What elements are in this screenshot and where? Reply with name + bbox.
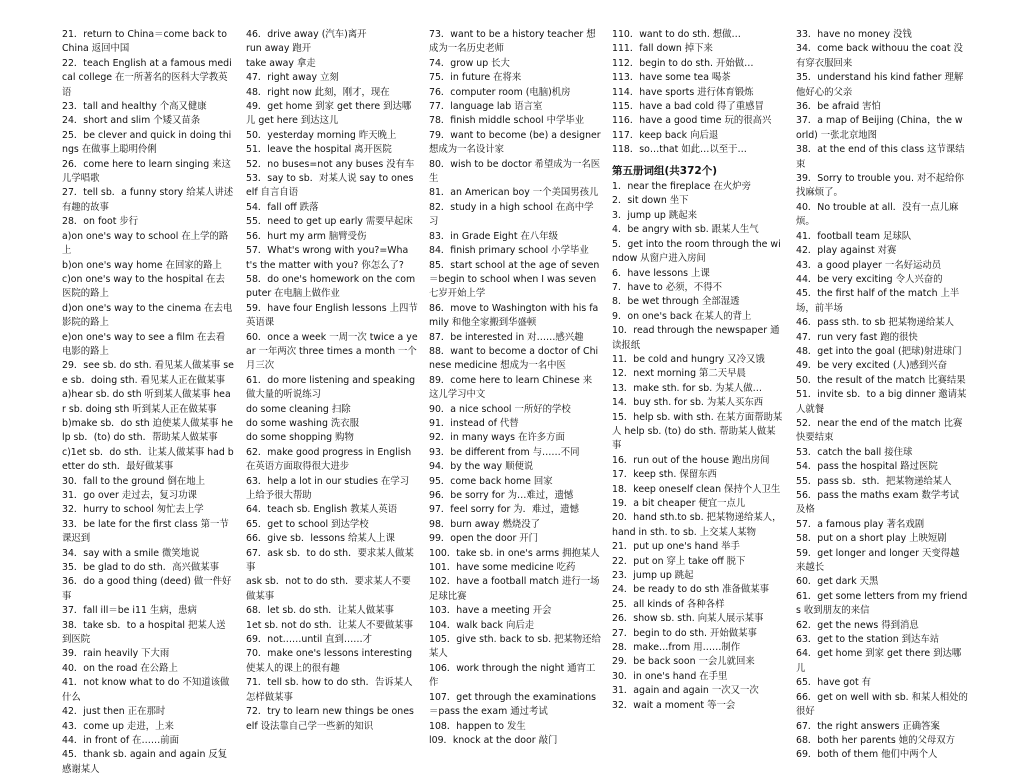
phrase-entry: 53．say to sb．对某人说 say to oneself 自言自语 <box>246 173 414 199</box>
phrase-entry: 5．get into the room through the window 从窗户进入房间 <box>612 238 781 265</box>
phrase-entry: 19．a bit cheaper 便宜一点儿 <box>612 498 746 509</box>
phrase-entry: 65．get to school 到达学校 <box>246 518 369 530</box>
phrase-entry: 101．have some medicine 吃药 <box>429 562 576 574</box>
phrase-entry: 18．keep oneself clean 保持个人卫生 <box>612 483 781 495</box>
phrase-entry: 23．tall and healthy 个高又健康 <box>62 101 207 113</box>
phrase-entry: 46．pass sth. to sb 把某物递给某人 <box>796 317 955 329</box>
phrase-entry: 21．put up one's hand 举手 <box>612 541 740 553</box>
phrase-entry: 68．let sb. do sth．让某人做某事 <box>246 605 394 617</box>
phrase-entry: 56．pass the maths exam 数学考试及格 <box>796 490 959 516</box>
phrase-entry: 12．next morning 第二天早晨 <box>612 368 746 380</box>
phrase-entry: 49．get home 到家 get there 到达哪儿 get here 到达这儿 <box>246 101 412 127</box>
phrase-entry: 113．have some tea 喝茶 <box>612 72 731 84</box>
phrase-entry: 90．a nice school 一所好的学校 <box>429 403 571 415</box>
phrase-entry: 35．be glad to do sth．高兴做某事 <box>62 562 220 574</box>
column-5 <box>796 28 968 763</box>
phrase-entry: 34．say with a smile 微笑地说 <box>62 547 200 559</box>
phrase-entry: 30．in one's hand 在手里 <box>612 670 728 682</box>
phrase-entry: 20．hand sth.to sb. 把某物递给某人，hand in sth. to sb. 上交某人某物 <box>612 512 782 538</box>
phrase-entry: 37．a map of Beijing (China，the world) 一张北京地图 <box>796 115 963 141</box>
phrase-entry: 25．all kinds of 各种各样 <box>612 598 725 610</box>
phrase-entry: 30．fall to the ground 倒在地上 <box>62 475 205 487</box>
phrase-entry: 108．happen to 发生 <box>429 720 526 732</box>
phrase-entry: 104．walk back 向后走 <box>429 619 535 631</box>
phrase-entry: 102．have a football match 进行一场足球比赛 <box>429 576 600 602</box>
phrase-entry: 52．near the end of the match 比赛快要结束 <box>796 417 963 444</box>
phrase-entry: 66．give sb．lessons 给某人上课 <box>246 533 395 545</box>
phrase-entry: a)on one's way to school 在上学的路上 <box>62 230 229 257</box>
phrase-entry: 57．What's wrong with you?=What's the matter with you? 你怎么了? <box>246 245 409 271</box>
phrase-entry: 46．drive away (汽车)离开 <box>246 29 367 40</box>
phrase-entry: 82．study in a high school 在高中学习 <box>429 201 594 228</box>
phrase-entry: c)1et sb．do sth．让某人做某事 had better do sth．最好做某事 <box>62 446 234 473</box>
phrase-entry: 86．move to Washington with his family 和他全家搬到华盛顿 <box>429 302 599 329</box>
phrase-entry: 6．have lessons 上课 <box>612 267 710 279</box>
phrase-entry: a)hear sb. do sth 听到某人做某事 hear sb. doing sth 听到某人正在做某事 <box>62 389 231 415</box>
phrase-entry: do some washing 洗衣服 <box>246 417 360 429</box>
phrase-entry: 58．do one's homework on the computer 在电脑上做作业 <box>246 273 416 300</box>
column-1 <box>62 28 234 777</box>
phrase-entry: 105．give sth. back to sb. 把某物还给某人 <box>429 634 601 660</box>
phrase-entry: 62．get the news 得到消息 <box>796 619 919 631</box>
phrase-entry: 43．a good player 一名好运动员 <box>796 259 942 271</box>
phrase-entry: 93．be different from 与……不同 <box>429 446 580 458</box>
phrase-entry: 80．wish to be doctor 希望成为一名医生 <box>429 158 601 185</box>
phrase-entry: 38．take sb．to a hospital 把某人送到医院 <box>62 619 226 646</box>
phrase-entry: 21．return to China＝come back to China 返回中国 <box>62 29 227 55</box>
phrase-entry: b)make sb．do sth 迫使某人做某事 help sb．(to) do sth．帮助某人做某事 <box>62 417 234 444</box>
phrase-entry: 65．have got 有 <box>796 677 872 689</box>
phrase-entry: 24．be ready to do sth 准备做某事 <box>612 584 770 596</box>
phrase-entry: 36．be afraid 害怕 <box>796 101 881 113</box>
phrase-entry: 28．on foot 步行 <box>62 216 139 228</box>
phrase-entry: 69．both of them 他们中两个人 <box>796 749 938 761</box>
phrase-entry: 52．no buses=not any buses 没有车 <box>246 158 415 170</box>
phrase-entry: 44．be very exciting 令人兴奋的 <box>796 273 943 285</box>
phrase-entry: 63．get to the station 到达车站 <box>796 634 940 646</box>
phrase-entry: 50．yesterday morning 昨天晚上 <box>246 129 397 141</box>
phrase-entry: 40．on the road 在公路上 <box>62 662 178 674</box>
phrase-entry: 13．make sth. for sb. 为某人做… <box>612 382 763 394</box>
phrase-entry: 112．begin to do sth. 开始做… <box>612 57 754 69</box>
phrase-entry: 44．in front of 在……前面 <box>62 734 180 746</box>
phrase-entry: 47．run very fast 跑的很快 <box>796 331 918 343</box>
phrase-entry: 76．computer room (电脑)机房 <box>429 86 571 98</box>
phrase-entry: 87．be interested in 对……感兴趣 <box>429 331 584 343</box>
phrase-entry: 62．make good progress in English 在英语方面取得很大进步 <box>246 446 412 473</box>
phrase-entry: 27．tell sb．a funny story 给某人讲述有趣的故事 <box>62 187 234 213</box>
phrase-entry: 45．the first half of the match 上半场，前半场 <box>796 288 960 314</box>
phrase-entry: 116．have a good time 玩的很高兴 <box>612 115 772 127</box>
phrase-entry: 11．be cold and hungry 又冷又饿 <box>612 353 765 365</box>
phrase-entry: e)on one's way to see a film 在去看电影的路上 <box>62 331 226 357</box>
phrase-entry: 63．help a lot in our studies 在学习上给予很大帮助 <box>246 475 410 501</box>
phrase-entry: 32．wait a moment 等一会 <box>612 699 736 711</box>
phrase-entry: 37．fall ill＝be i11 生病，患病 <box>62 605 197 617</box>
phrase-entry: 75．in future 在将来 <box>429 72 522 84</box>
phrase-entry: 17．keep sth. 保留东西 <box>612 469 717 481</box>
phrase-entry: 22．put on 穿上 take off 脱下 <box>612 555 746 567</box>
phrase-entry: 57．a famous play 著名戏剧 <box>796 518 925 530</box>
phrase-entry: 39．Sorry to trouble you. 对不起给你找麻烦了。 <box>796 173 964 199</box>
phrase-entry: 58．put on a short play 上映短剧 <box>796 533 947 545</box>
phrase-entry: 114．have sports 进行体育锻炼 <box>612 86 754 98</box>
phrase-entry: 59．get longer and longer 天变得越来越长 <box>796 547 960 574</box>
phrase-entry: 110．want to do sth. 想做… <box>612 29 741 40</box>
phrase-entry: l09．knock at the door 敲门 <box>429 734 558 746</box>
phrase-entry: 42．play against 对赛 <box>796 245 897 257</box>
phrase-entry: 39．rain heavily 下大雨 <box>62 648 170 660</box>
phrase-entry: 48．get into the goal (把球)射进球门 <box>796 345 962 357</box>
phrase-entry: 45．thank sb. again and again 反复感谢某人 <box>62 749 228 775</box>
phrase-entry: 117．keep back 向后退 <box>612 129 719 141</box>
phrase-entry: do some shopping 购物 <box>246 432 354 444</box>
phrase-entry: 69．not……until 直到……才 <box>246 634 373 646</box>
phrase-entry: 59．have four English lessons 上四节英语课 <box>246 302 418 329</box>
phrase-entry: 22．teach English at a famous medical college 在一所著名的医科大学教英语 <box>62 57 232 98</box>
phrase-entry: 3．jump up 跳起来 <box>612 209 697 221</box>
phrase-entry: 32．hurry to school 匆忙去上学 <box>62 504 204 516</box>
phrase-entry: 14．buy sth. for sb. 为某人买东西 <box>612 397 764 409</box>
phrase-entry: 50．the result of the match 比赛结果 <box>796 374 966 386</box>
phrase-entry: ask sb．not to do sth．要求某人不要做某事 <box>246 576 411 602</box>
phrase-entry: 60．once a week 一周一次 twice a year 一年两次 three times a month 一个月三次 <box>246 331 418 372</box>
phrase-entry: 107．get through the examinations＝pass the exam 通过考试 <box>429 691 596 718</box>
phrase-entry: 1．near the fireplace 在火炉旁 <box>612 181 752 193</box>
phrase-entry: 42．just then 正在那时 <box>62 706 166 718</box>
phrase-entry: 96．be sorry for 为…难过，遗憾 <box>429 490 574 501</box>
phrase-entry: 83．in Grade Eight 在八年级 <box>429 230 558 242</box>
phrase-entry: 99．open the door 开门 <box>429 533 539 545</box>
phrase-entry: 43．come up 走进，上来 <box>62 720 174 732</box>
phrase-entry: 118．so…that 如此…以至于… <box>612 144 747 156</box>
phrase-entry: 106．work through the night 通宵工作 <box>429 662 596 689</box>
phrase-entry: 103．have a meeting 开会 <box>429 605 552 617</box>
phrase-entry: 41．football team 足球队 <box>796 230 912 242</box>
phrase-entry: 36．do a good thing (deed) 做一件好事 <box>62 576 232 602</box>
phrase-entry: 64．get home 到家 get there 到达哪儿 <box>796 648 962 674</box>
phrase-entry: 27．begin to do sth. 开始做某事 <box>612 627 757 639</box>
column-2 <box>246 28 418 734</box>
phrase-entry: 67．the right answers 正确答案 <box>796 720 940 732</box>
phrase-entry: 74．grow up 长大 <box>429 57 510 69</box>
phrase-entry: 100．take sb. in one's arms 拥抱某人 <box>429 547 600 559</box>
phrase-entry: 98．burn away 燃烧没了 <box>429 518 540 530</box>
phrase-entry: 94．by the way 顺便说 <box>429 461 534 473</box>
phrase-entry: b)on one's way home 在回家的路上 <box>62 259 222 271</box>
phrase-entry: 1et sb. not do sth．让某人不要做某事 <box>246 619 414 631</box>
column-4 <box>612 28 784 713</box>
phrase-entry: 111．fall down 掉下来 <box>612 43 713 55</box>
phrase-entry: 84．finish primary school 小学毕业 <box>429 245 589 257</box>
phrase-entry: 29．be back soon 一会儿就回来 <box>612 656 755 668</box>
phrase-entry: 16．run out of the house 跑出房间 <box>612 454 770 466</box>
phrase-entry: 68．both her parents 她的父母双方 <box>796 734 955 746</box>
section-heading: 第五册词组(共372个) <box>612 164 718 177</box>
phrase-entry: take away 拿走 <box>246 57 316 69</box>
phrase-entry: 4．be angry with sb. 跟某人生气 <box>612 224 759 236</box>
phrase-entry: 10．read through the newspaper 通读报纸 <box>612 325 780 351</box>
phrase-entry: 51．leave the hospital 离开医院 <box>246 144 392 156</box>
phrase-entry: 66．get on well with sb. 和某人相处的很好 <box>796 691 968 718</box>
phrase-entry: 8．be wet through 全部湿透 <box>612 296 740 308</box>
phrase-entry: 28．make…from 用……制作 <box>612 642 741 654</box>
phrase-entry: 61．get some letters from my friends 收到朋友的来信 <box>796 590 968 617</box>
phrase-entry: 33．be late for the first class 第一节课迟到 <box>62 518 229 545</box>
column-3 <box>429 28 601 748</box>
phrase-entry: 31．go over 走过去，复习功课 <box>62 490 197 501</box>
phrase-entry: 49．be very excited (人)感到兴奋 <box>796 360 948 372</box>
phrase-entry: 67．ask sb．to do sth．要求某人做某事 <box>246 547 414 574</box>
phrase-entry: 70．make one's lessons interesting 使某人的课上的很有趣 <box>246 648 413 674</box>
phrase-entry: do some cleaning 扫除 <box>246 403 351 415</box>
phrase-entry: 97．feel sorry for 为．难过，遗憾 <box>429 504 579 516</box>
phrase-entry: 85．start school at the age of seven ＝begin to school when I was seven 七岁开始上学 <box>429 259 600 300</box>
phrase-entry: 61．do more listening and speaking 做大量的听说练习 <box>246 374 416 401</box>
phrase-entry: 25．be clever and quick in doing things 在做事上聪明伶俐 <box>62 129 232 156</box>
phrase-entry: 54．pass the hospital 路过医院 <box>796 461 938 473</box>
phrase-entry: 78．finish middle school 中学毕业 <box>429 115 585 127</box>
phrase-entry: 79．want to become (be) a designer 想成为一名设计家 <box>429 129 601 156</box>
phrase-entry: 31．again and again 一次又一次 <box>612 685 759 697</box>
phrase-entry: 40．No trouble at all．没有一点儿麻烦。 <box>796 201 959 228</box>
phrase-entry: 55．pass sb．sth．把某物递给某人 <box>796 475 952 487</box>
phrase-entry: 95．come back home 回家 <box>429 475 553 487</box>
phrase-entry: 77．language lab 语言室 <box>429 101 543 113</box>
phrase-entry: 55．need to get up early 需要早起床 <box>246 216 413 228</box>
phrase-entry: run away 跑开 <box>246 43 312 55</box>
phrase-entry: 88．want to become a doctor of Chinese medicine 想成为一名中医 <box>429 345 599 372</box>
phrase-entry: 23．jump up 跳起 <box>612 570 694 582</box>
phrase-entry: 35．understand his kind father 理解他好心的父亲 <box>796 72 964 98</box>
phrase-entry: 38．at the end of this class 这节课结束 <box>796 144 965 170</box>
phrase-entry: 54．fall off 跌落 <box>246 201 319 213</box>
phrase-entry: 56．hurt my arm 脑臂受伤 <box>246 230 367 242</box>
phrase-entry: 60．get dark 天黑 <box>796 576 879 588</box>
phrase-entry: 91．instead of 代替 <box>429 417 519 429</box>
phrase-entry: 53．catch the ball 接住球 <box>796 446 913 458</box>
phrase-entry: 71．tell sb. how to do sth．告诉某人怎样做某事 <box>246 677 413 703</box>
phrase-entry: 51．invite sb．to a big dinner 邀请某人就餐 <box>796 389 967 415</box>
phrase-entry: 89．come here to learn Chinese 来这儿学习中文 <box>429 374 593 401</box>
phrase-entry: c)on one's way to the hospital 在去医院的路上 <box>62 273 225 300</box>
phrase-entry: 47．right away 立刻 <box>246 72 339 84</box>
phrase-entry: 115．have a bad cold 得了重感冒 <box>612 101 764 113</box>
phrase-entry: 24．short and slim 个矮又苗条 <box>62 115 201 127</box>
phrase-entry: 15．help sb. with sth. 在某方面帮助某人 help sb. (to) do sth. 帮助某人做某事 <box>612 411 783 452</box>
phrase-entry: 7．have to 必须，不得不 <box>612 281 722 293</box>
phrase-entry: 33．have no money 没钱 <box>796 29 912 40</box>
phrase-entry: 29．see sb. do sth. 看见某人做某事 see sb．doing sth. 看见某人正在做某事 <box>62 360 234 386</box>
phrase-entry: 48．right now 此刻，刚才，现在 <box>246 86 390 98</box>
phrase-entry: 81．an American boy 一个美国男孩儿 <box>429 187 599 199</box>
phrase-entry: 9．on one's back 在某人的背上 <box>612 310 752 322</box>
phrase-entry: 2．sit down 坐下 <box>612 195 689 207</box>
phrase-entry: 73．want to be a history teacher 想成为一名历史老师 <box>429 29 596 55</box>
phrase-entry: 34．come back withouu the coat 没有穿衣服回来 <box>796 43 963 69</box>
phrase-entry: 64．teach sb. English 教某人英语 <box>246 504 398 516</box>
phrase-entry: 92．in many ways 在许多方面 <box>429 432 565 444</box>
phrase-entry: d)on one's way to the cinema 在去电影院的路上 <box>62 302 233 329</box>
phrase-entry: 72．try to learn new things be oneself 设法靠自己学一些新的知识 <box>246 706 414 732</box>
phrase-entry: 26．come here to learn singing 来这儿学唱歌 <box>62 158 231 185</box>
phrase-entry: 26．show sb. sth. 向某人展示某事 <box>612 613 764 625</box>
phrase-entry: 41．not know what to do 不知道该做什么 <box>62 677 230 703</box>
